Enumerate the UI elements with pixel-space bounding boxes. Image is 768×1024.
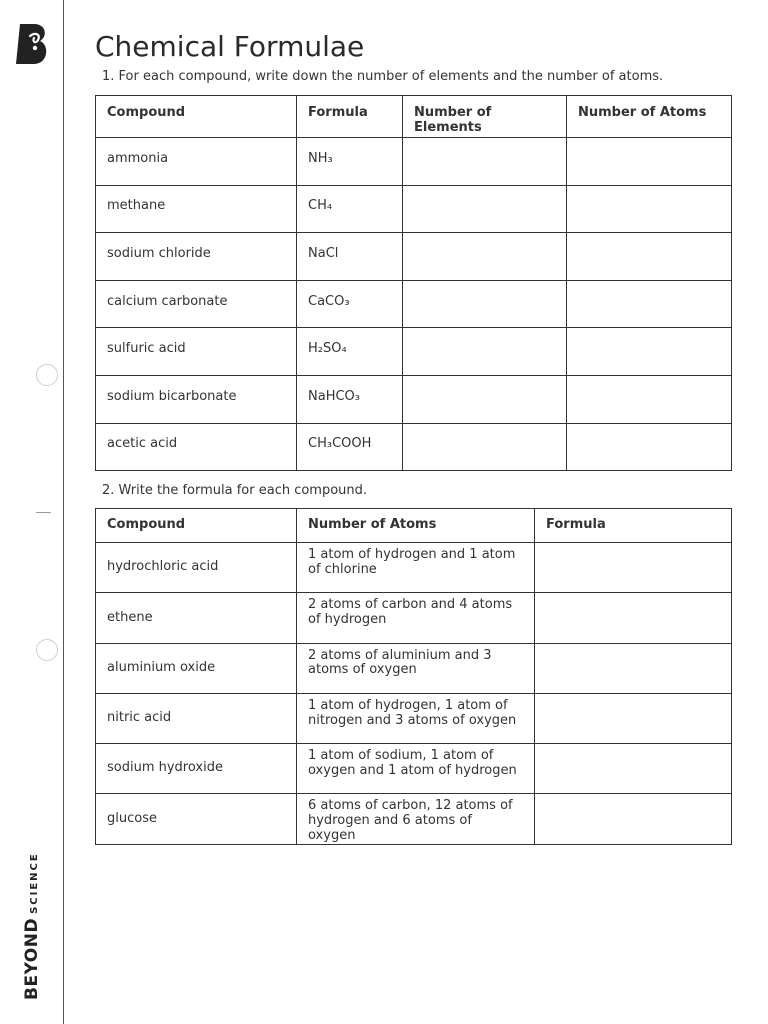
punch-hole — [36, 364, 58, 386]
compound-cell: sodium chloride — [96, 233, 297, 281]
elements-answer-cell[interactable] — [403, 280, 567, 328]
atoms-description-cell: 2 atoms of aluminium and 3 atoms of oxygen — [297, 643, 535, 693]
header-number-of-atoms: Number of Atoms — [567, 96, 732, 138]
header-compound: Compound — [96, 509, 297, 543]
elements-answer-cell[interactable] — [403, 423, 567, 471]
atoms-description-cell: 1 atom of sodium, 1 atom of oxygen and 1 atom of hydrogen — [297, 744, 535, 794]
compound-cell: glucose — [96, 794, 297, 844]
formula-answer-cell[interactable] — [535, 643, 732, 693]
table-row — [96, 693, 732, 743]
header-formula: Formula — [535, 509, 732, 543]
formula-answer-cell[interactable] — [535, 794, 732, 844]
brand-sub: SCIENCE — [29, 852, 40, 914]
punch-hole — [36, 639, 58, 661]
table-row — [96, 423, 732, 471]
atoms-description-cell: 1 atom of hydrogen and 1 atom of chlorine — [297, 543, 535, 593]
table-row — [96, 328, 732, 376]
elements-atoms-table — [95, 95, 732, 471]
formula-cell: NaCl — [297, 233, 403, 281]
elements-answer-cell[interactable] — [403, 138, 567, 186]
compound-cell: acetic acid — [96, 423, 297, 471]
table-row — [96, 794, 732, 844]
compound-cell: methane — [96, 185, 297, 233]
instruction-2: 2. Write the formula for each compound. — [102, 483, 368, 498]
header-formula: Formula — [297, 96, 403, 138]
atoms-answer-cell[interactable] — [567, 375, 732, 423]
header-compound: Compound — [96, 96, 297, 138]
beyond-science-logo — [14, 22, 52, 66]
compound-cell: ammonia — [96, 138, 297, 186]
formula-cell: CH₃COOH — [297, 423, 403, 471]
atoms-answer-cell[interactable] — [567, 423, 732, 471]
formula-cell: CaCO₃ — [297, 280, 403, 328]
brand-wordmark — [22, 852, 42, 1000]
atoms-answer-cell[interactable] — [567, 280, 732, 328]
table-row — [96, 744, 732, 794]
elements-answer-cell[interactable] — [403, 375, 567, 423]
table-row — [96, 375, 732, 423]
compound-cell: sulfuric acid — [96, 328, 297, 376]
compound-cell: hydrochloric acid — [96, 543, 297, 593]
formula-answer-cell[interactable] — [535, 593, 732, 643]
formula-answer-cell[interactable] — [535, 693, 732, 743]
compound-cell: sodium hydroxide — [96, 744, 297, 794]
compound-cell: ethene — [96, 593, 297, 643]
table-row — [96, 543, 732, 593]
formula-cell: NH₃ — [297, 138, 403, 186]
fold-mark — [36, 512, 51, 513]
table-row — [96, 138, 732, 186]
compound-cell: calcium carbonate — [96, 280, 297, 328]
table-header-row — [96, 509, 732, 543]
formula-cell: H₂SO₄ — [297, 328, 403, 376]
elements-answer-cell[interactable] — [403, 328, 567, 376]
atoms-answer-cell[interactable] — [567, 328, 732, 376]
table-row — [96, 643, 732, 693]
atoms-answer-cell[interactable] — [567, 138, 732, 186]
table-row — [96, 593, 732, 643]
table-header-row — [96, 96, 732, 138]
elements-answer-cell[interactable] — [403, 185, 567, 233]
table-row — [96, 185, 732, 233]
formula-cell: NaHCO₃ — [297, 375, 403, 423]
brand-name: BEYOND — [22, 917, 42, 1000]
formula-answer-cell[interactable] — [535, 744, 732, 794]
atoms-answer-cell[interactable] — [567, 233, 732, 281]
elements-answer-cell[interactable] — [403, 233, 567, 281]
atoms-description-cell: 6 atoms of carbon, 12 atoms of hydrogen and 6 atoms of oxygen — [297, 794, 535, 844]
header-number-of-atoms: Number of Atoms — [297, 509, 535, 543]
table-row — [96, 233, 732, 281]
compound-cell: sodium bicarbonate — [96, 375, 297, 423]
compound-cell: aluminium oxide — [96, 643, 297, 693]
header-number-of-elements: Number of Elements — [403, 96, 567, 138]
atoms-answer-cell[interactable] — [567, 185, 732, 233]
margin-line — [63, 0, 64, 1024]
table-row — [96, 280, 732, 328]
atoms-description-cell: 2 atoms of carbon and 4 atoms of hydrogen — [297, 593, 535, 643]
compound-cell: nitric acid — [96, 693, 297, 743]
formula-cell: CH₄ — [297, 185, 403, 233]
page-title: Chemical Formulae — [95, 30, 365, 63]
write-formula-table — [95, 508, 732, 845]
instruction-1: 1. For each compound, write down the number of elements and the number of atoms. — [102, 69, 664, 84]
atoms-description-cell: 1 atom of hydrogen, 1 atom of nitrogen and 3 atoms of oxygen — [297, 693, 535, 743]
formula-answer-cell[interactable] — [535, 543, 732, 593]
